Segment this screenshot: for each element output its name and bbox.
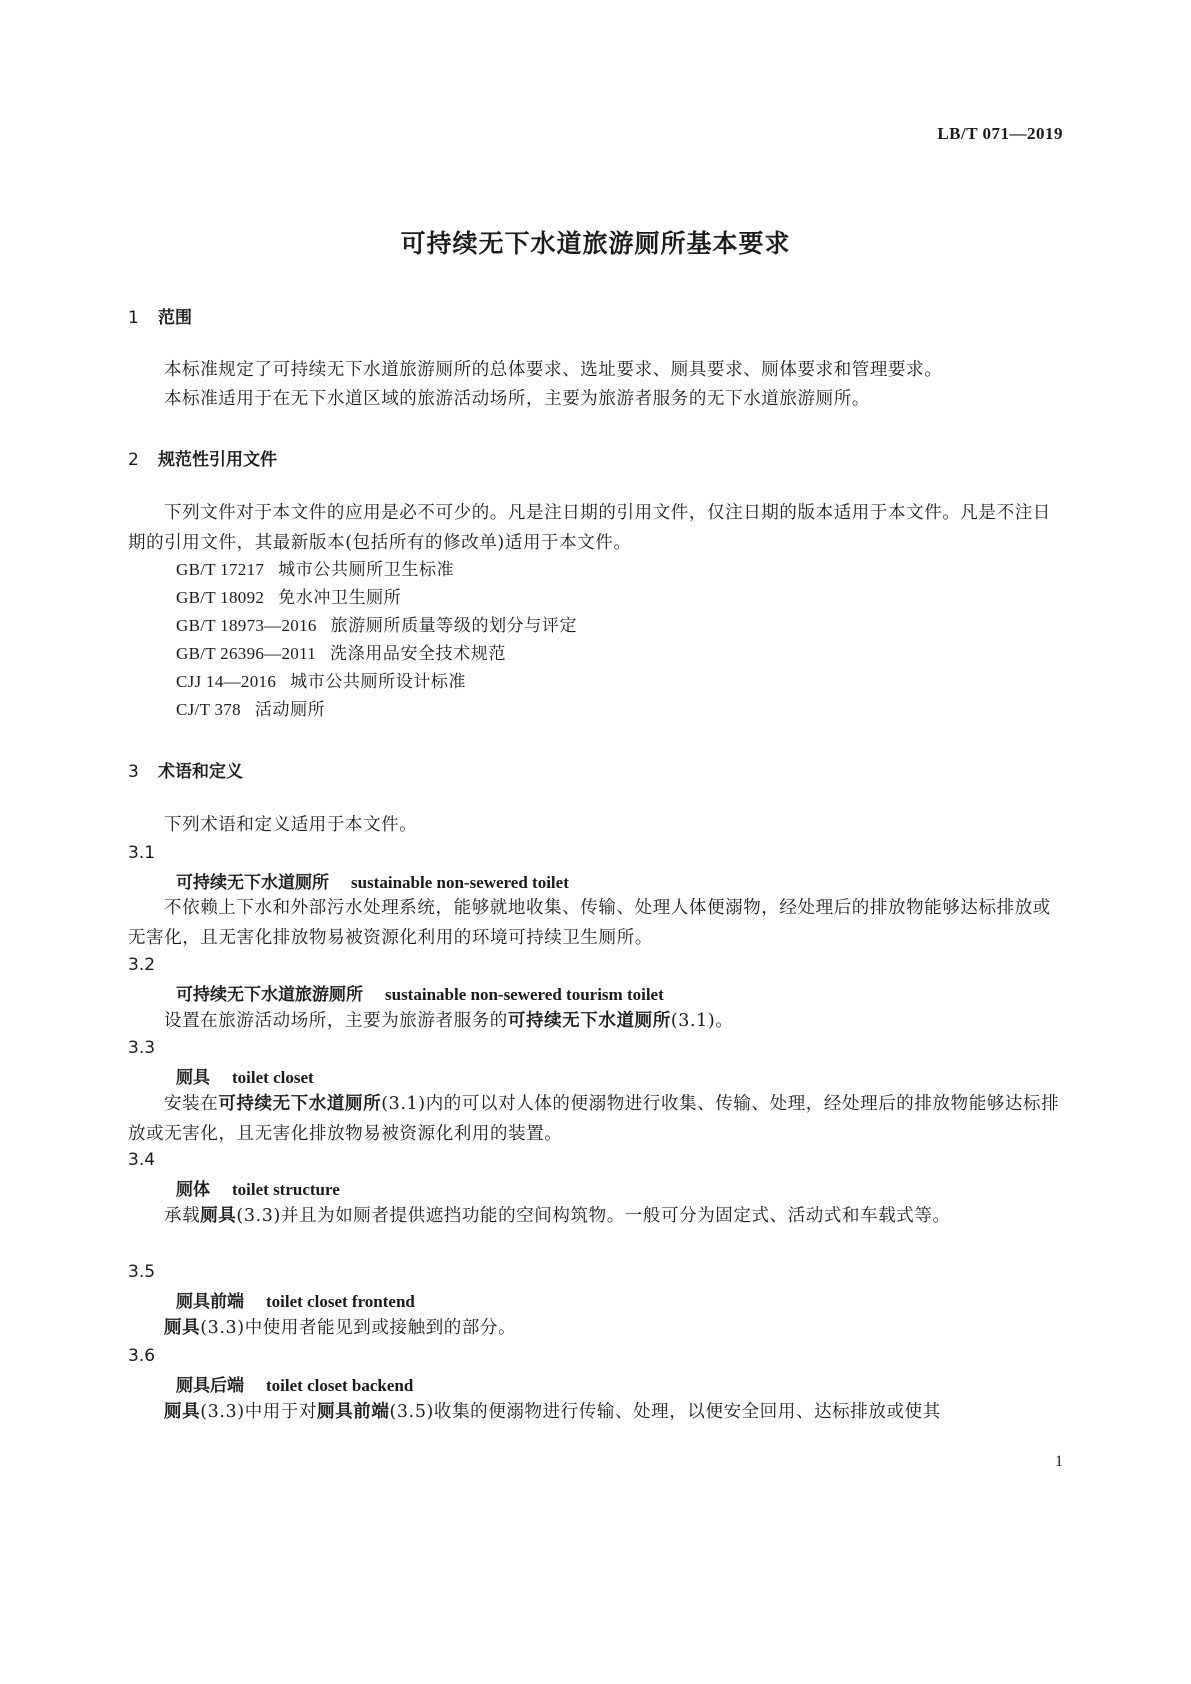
term-reference: 厕具前端 [317, 1402, 390, 1422]
term-zh: 厕具后端 [176, 1376, 244, 1396]
reference-item [176, 640, 506, 668]
term-number: 3.6 [128, 1346, 156, 1366]
term-definition [128, 1397, 1063, 1427]
term-number: 3.3 [128, 1038, 156, 1058]
term-en: sustainable non-sewered tourism toilet [385, 985, 664, 1004]
reference-code: CJJ 14—2016 [176, 672, 277, 691]
section-number: 1 [128, 308, 139, 328]
term-number: 3.1 [128, 843, 156, 863]
definition-text: (3.3)中用于对 [200, 1402, 318, 1422]
section-1-heading [128, 303, 192, 328]
term-reference: 厕具 [200, 1206, 237, 1226]
term-en: toilet structure [232, 1180, 340, 1199]
reference-item [176, 584, 401, 612]
standard-code: LB/T 071—2019 [937, 124, 1063, 143]
scope-paragraph-1: 本标准规定了可持续无下水道旅游厕所的总体要求、选址要求、厕具要求、厕体要求和管理要求。 [164, 360, 943, 380]
terms-intro: 下列术语和定义适用于本文件。 [164, 815, 418, 835]
definition-text: (3.3)并且为如厕者提供遮挡功能的空间构筑物。一般可分为固定式、活动式和车载式等。 [236, 1206, 951, 1226]
term-heading [176, 868, 569, 893]
section-2-heading [128, 445, 277, 470]
reference-item [176, 668, 466, 696]
term-definition [128, 1201, 1063, 1231]
definition-text: 安装在 [164, 1094, 219, 1114]
term-zh: 可持续无下水道厕所 [176, 873, 329, 893]
definition-text: 承载 [164, 1206, 201, 1226]
term-definition [128, 1089, 1063, 1149]
definition-text: (3.1)内的可以对人体的便溺物进行收集、传输、处理，经处理后的排放物能够达标排放或无害化，且无害化排放物易被资源化利用的装置。 [128, 1094, 1060, 1144]
term-definition [128, 1006, 1063, 1036]
scope-paragraph-2: 本标准适用于在无下水道区域的旅游活动场所，主要为旅游者服务的无下水道旅游厕所。 [164, 389, 870, 409]
reference-item [176, 696, 325, 724]
section-title: 术语和定义 [158, 762, 243, 782]
term-en: toilet closet [232, 1068, 314, 1087]
reference-item [176, 612, 577, 640]
section-number: 3 [128, 762, 139, 782]
term-zh: 厕体 [176, 1180, 210, 1200]
reference-code: CJ/T 378 [176, 700, 241, 719]
term-heading [176, 1175, 340, 1200]
reference-code: GB/T 18973—2016 [176, 616, 317, 635]
section-number: 2 [128, 450, 139, 470]
references-intro: 下列文件对于本文件的应用是必不可少的。凡是注日期的引用文件，仅注日期的版本适用于本文件。凡是不注日期的引用文件，其最新版本(包括所有的修改单)适用于本文件。 [128, 503, 1051, 553]
term-reference: 可持续无下水道厕所 [218, 1094, 382, 1114]
reference-code: GB/T 18092 [176, 588, 265, 607]
term-number: 3.4 [128, 1150, 156, 1170]
section-title: 范围 [158, 308, 192, 328]
reference-title: 城市公共厕所设计标准 [290, 672, 467, 692]
section-title: 规范性引用文件 [158, 450, 277, 470]
reference-code: GB/T 26396—2011 [176, 644, 317, 663]
term-zh: 厕具 [176, 1068, 210, 1088]
term-reference: 厕具 [164, 1402, 201, 1422]
term-en: toilet closet backend [266, 1376, 414, 1395]
definition-text: 设置在旅游活动场所，主要为旅游者服务的 [164, 1011, 508, 1031]
page-title: 可持续无下水道旅游厕所基本要求 [400, 229, 791, 258]
definition-text: (3.5)收集的便溺物进行传输、处理，以便安全回用、达标排放或使其 [389, 1402, 941, 1422]
term-number: 3.2 [128, 955, 156, 975]
term-reference: 厕具 [164, 1318, 201, 1338]
page-number: 1 [1055, 1453, 1063, 1470]
definition-text: (3.1)。 [670, 1011, 734, 1031]
term-definition [128, 1313, 1063, 1343]
term-zh: 可持续无下水道旅游厕所 [176, 985, 363, 1005]
reference-title: 城市公共厕所卫生标准 [278, 560, 455, 580]
reference-title: 免水冲卫生厕所 [278, 588, 402, 608]
reference-item [176, 556, 454, 584]
reference-code: GB/T 17217 [176, 560, 265, 579]
reference-title: 洗涤用品安全技术规范 [330, 644, 507, 664]
term-number: 3.5 [128, 1262, 156, 1282]
section-3-heading [128, 757, 243, 782]
term-definition: 不依赖上下水和外部污水处理系统，能够就地收集、传输、处理人体便溺物，经处理后的排放物能够达标排放或无害化，且无害化排放物易被资源化利用的环境可持续卫生厕所。 [128, 898, 1051, 948]
term-zh: 厕具前端 [176, 1292, 244, 1312]
term-heading [176, 1063, 314, 1088]
term-reference: 可持续无下水道厕所 [507, 1011, 671, 1031]
definition-text: (3.3)中使用者能见到或接触到的部分。 [200, 1318, 517, 1338]
reference-title: 活动厕所 [254, 700, 326, 720]
term-en: toilet closet frontend [266, 1292, 415, 1311]
term-en: sustainable non-sewered toilet [351, 873, 569, 892]
term-heading [176, 1371, 413, 1396]
reference-title: 旅游厕所质量等级的划分与评定 [330, 616, 578, 636]
term-heading [176, 1287, 415, 1312]
term-heading [176, 980, 664, 1005]
